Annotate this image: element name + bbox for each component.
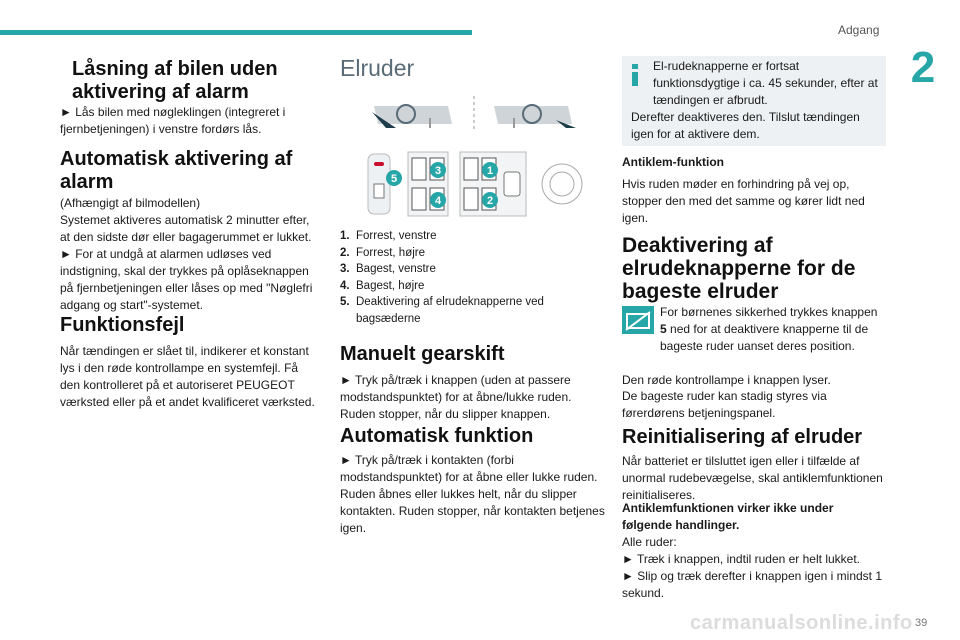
section-title: Adgang bbox=[838, 23, 880, 37]
text-auto-model: (Afhængigt af bilmodellen) bbox=[60, 196, 201, 210]
heading-reinit: Reinitialisering af elruder bbox=[622, 426, 863, 448]
badge-2: 2 bbox=[486, 195, 494, 207]
chapter-number: 2 bbox=[910, 43, 936, 92]
info-box bbox=[622, 56, 886, 146]
badge-4: 4 bbox=[434, 195, 442, 207]
child-lock-icon bbox=[622, 306, 654, 334]
list-item: 4. Bagest, højre bbox=[340, 279, 425, 292]
text-fault: Når tændingen er slået til, indikerer et konstant lys i den røde kontrollampe en systemfejl. Få den kontrolleret på et autoriseret PEUGEOT værksted eller på et andet kvalificeret værksted. bbox=[60, 344, 315, 409]
legend-list bbox=[340, 228, 605, 327]
watermark-text: carmanualsonline.info bbox=[690, 612, 913, 634]
text-reinit-step2: ► Slip og træk derefter i knappen igen i mindst 1 sekund. bbox=[622, 569, 883, 600]
heading-fault: Funktionsfejl bbox=[60, 314, 185, 336]
heading-manual: Manuelt gearskift bbox=[340, 343, 505, 365]
text-reinit-all: Alle ruder: bbox=[622, 535, 677, 549]
text-reinit-bold: Antiklemfunktionen virker ikke under følgende handlinger. bbox=[622, 501, 834, 532]
text-auto-activation: Systemet aktiveres automatisk 2 minutter efter, at den sidste dør eller bagagerummet er lukket. bbox=[60, 213, 312, 244]
text-automatic: ► Tryk på/træk i kontakten (forbi modstandspunktet) for at åbne eller lukke ruden. Ruden åbnes eller lukkes helt, når du slipper kontakten. Ruden stopper, når kontakten betjenes igen. bbox=[340, 453, 605, 535]
text-deactivate-still: De bageste ruder kan stadig styres via førerdørens betjeningspanel. bbox=[622, 389, 827, 420]
badge-5: 5 bbox=[390, 173, 398, 185]
list-item: 3. Bagest, venstre bbox=[340, 263, 436, 275]
text-reinit-1: Når batteriet er tilsluttet igen eller i tilfælde af unormal rudebevægelse, skal antiklemfunktionen reinitialiseres. bbox=[622, 454, 883, 502]
heading-deactivate: Deaktivering af elrudeknapperne for de bageste elruder bbox=[622, 234, 856, 303]
text-auto-avoid: ► For at undgå at alarmen udløses ved indstigning, skal der trykkes på oplåseknappen på fjernbetjeningen eller låses op med "Nøglefri adgang og start"-systemet. bbox=[60, 247, 313, 312]
list-item: 5. Deaktivering af elrudeknapperne ved bagsæderne bbox=[340, 296, 544, 325]
page-number: 39 bbox=[915, 617, 928, 629]
text-deactivate-intro: For børnenes sikkerhed trykkes knappen 5 ned for at deaktivere knapperne til de bageste ruder uanset deres position. bbox=[660, 305, 878, 353]
heading-automatic: Automatisk funktion bbox=[340, 425, 534, 447]
car-overhead-illustration bbox=[366, 92, 582, 138]
heading-locking: Låsning af bilen uden aktivering af alarm bbox=[72, 58, 278, 103]
heading-elruder: Elruder bbox=[340, 55, 415, 81]
text-locking: ► Lås bilen med nøgleklingen (integreret i fjernbetjeningen) i venstre fordørs lås. bbox=[60, 105, 286, 136]
info-text-1: El-rudeknapperne er fortsat funktionsdygtige i ca. 45 sekunder, efter at tændingen er afbrudt. bbox=[653, 59, 878, 107]
window-switch-panel-illustration bbox=[366, 148, 590, 220]
list-item: 2. Forrest, højre bbox=[340, 246, 426, 259]
text-reinit-step1: ► Træk i knappen, indtil ruden er helt lukket. bbox=[622, 552, 860, 566]
text-antiklem: Hvis ruden møder en forhindring på vej op, stopper den med det samme og kører lidt ned igen. bbox=[622, 177, 865, 225]
text-manual: ► Tryk på/træk i knappen (uden at passere modstandspunktet) for at åbne/lukke ruden. Ruden stopper, når du slipper knappen. bbox=[340, 373, 572, 421]
badge-1: 1 bbox=[486, 165, 494, 177]
top-accent-bar bbox=[0, 30, 472, 35]
heading-auto-alarm: Automatisk aktivering af alarm bbox=[60, 148, 293, 193]
text-deactivate-lamp: Den røde kontrollampe i knappen lyser. bbox=[622, 373, 831, 387]
badge-3: 3 bbox=[434, 165, 442, 177]
info-text-2: Derefter deaktiveres den. Tilslut tændingen igen for at aktivere dem. bbox=[631, 110, 860, 141]
list-item: 1. Forrest, venstre bbox=[340, 230, 437, 242]
heading-antiklem: Antiklem-funktion bbox=[622, 155, 724, 169]
